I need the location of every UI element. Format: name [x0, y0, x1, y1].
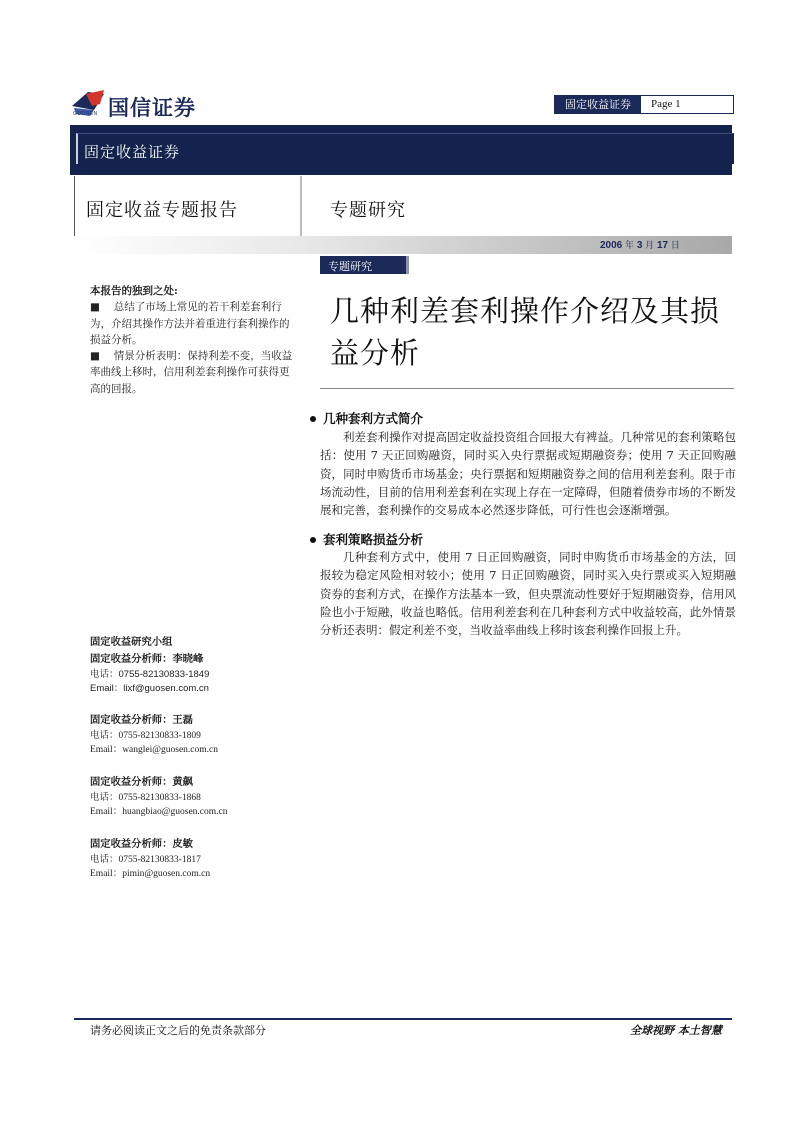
analyst-email[interactable]: Email：wanglei@guosen.com.cn: [90, 745, 218, 755]
highlight-item: ■ 总结了市场上常见的若干利差套利行为，介绍其操作方法并着重进行套利操作的损益分析。: [90, 301, 290, 346]
bullet-icon: [310, 416, 316, 422]
analyst-email[interactable]: Email：lixf@guosen.com.cn: [90, 683, 209, 694]
highlights-heading: 本报告的独到之处:: [90, 285, 178, 297]
logo-text: 国信证券: [108, 96, 196, 120]
analyst-phone: 电话：0755-82130833-1817: [90, 855, 201, 865]
analyst-contacts: [90, 634, 310, 898]
analyst-email[interactable]: Email：huangbiao@guosen.com.cn: [90, 807, 228, 817]
research-group: 固定收益研究小组: [90, 636, 173, 648]
report-category: 专题研究: [330, 200, 406, 221]
footer-divider: [74, 1018, 732, 1020]
highlight-item: ■ 情景分析表明：保持利差不变，当收益率曲线上移时，信用利差套利操作可获得更高的回报。: [90, 350, 293, 395]
report-date: 2006 年 3 月 17 日: [600, 240, 680, 251]
analyst-phone: 电话：0755-82130833-1809: [90, 731, 201, 741]
page-title: 几种利差套利操作介绍及其损益分析: [330, 294, 721, 370]
analyst-name: 固定收益分析师：李晓峰: [90, 653, 204, 665]
section-tag: 专题研究: [320, 256, 409, 274]
section-body: 几种套利方式中，使用 7 日正回购融资，同时申购货币市场基金的方法，回报较为稳定风险相对较小；使用 7 日正回购融资，同时买入央行票或买入短期融资券的套利方式，在操作方法基本一致，但央票流动性要好于短期融资券，信用风险也小于短融，收益也略低。信用利差套利在几种套利方式中收益较高，此外情景分析还表明：假定利差不变，当收益率曲线上移时该套利操作回报上升。: [320, 550, 736, 638]
analyst-name: 固定收益分析师：黄飙: [90, 776, 193, 788]
category-tag: 固定收益证券: [555, 96, 641, 113]
section-heading: 几种套利方式简介: [323, 411, 424, 426]
report-type: 固定收益专题报告: [86, 200, 238, 221]
analyst-email[interactable]: Email：pimin@guosen.com.cn: [90, 869, 211, 879]
page-number: Page 1: [651, 98, 681, 110]
section-heading: 套利策略损益分析: [323, 532, 424, 547]
analyst-name: 固定收益分析师：皮敏: [90, 838, 193, 850]
band-label: 固定收益证券: [84, 143, 181, 161]
logo-subtext: GUOSEN: [73, 111, 98, 117]
title-divider: [320, 388, 734, 389]
section-body: 利差套利操作对提高固定收益投资组合回报大有裨益。几种常见的套利策略包括：使用 7 天正回购融资，同时买入央行票据或短期融资券；使用 7 天正回购融资，同时申购货币市场基金；央行票据和短期融资券之间的信用利差套利。限于市场流动性，目前的信用利差套利在实现上存在一定障碍，但随着债券市场的不断发展和完善，套利操作的交易成本必然逐步降低，可行性也会逐渐增强。: [320, 430, 736, 518]
company-slogan: 全球视野 本土智慧: [630, 1024, 722, 1037]
analyst-phone: 电话：0755-82130833-1868: [90, 793, 201, 803]
report-highlights: [90, 283, 296, 397]
page-tag: [554, 95, 734, 114]
analyst-phone: 电话：0755-82130833-1849: [90, 669, 210, 680]
bullet-icon: [310, 537, 316, 543]
analyst-name: 固定收益分析师：王磊: [90, 714, 193, 726]
disclaimer-note: 请务必阅读正文之后的免责条款部分: [90, 1024, 266, 1037]
